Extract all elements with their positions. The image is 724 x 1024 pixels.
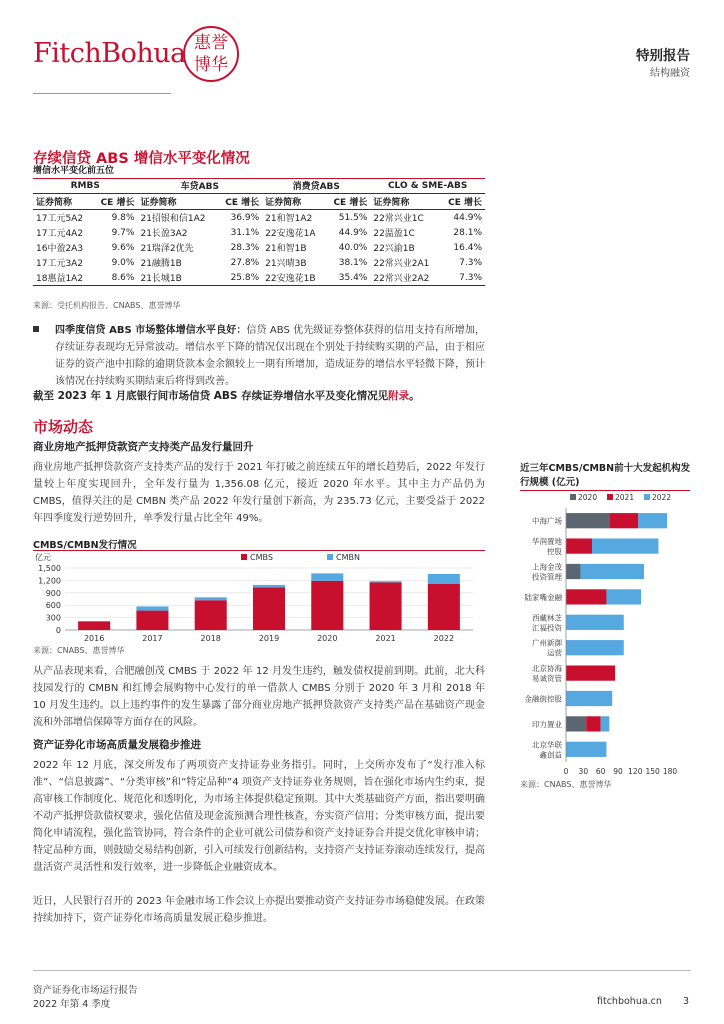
chart2-category-label <box>532 612 562 632</box>
cell-ce: 25.8% <box>217 270 262 286</box>
chart2-category-label-line: 北京协海 <box>532 664 562 674</box>
col-ce: CE 增长 <box>217 194 262 210</box>
chart2-category-label-line: 西藏林芝 <box>532 613 562 623</box>
chart2-legend-label: 2020 <box>578 493 598 502</box>
cell-ce: 40.0% <box>338 242 368 253</box>
chart2-category-label-line: 上海金茂 <box>532 562 562 572</box>
col-ce: CE 增长 <box>326 194 371 210</box>
chart1-legend-swatch <box>327 554 333 560</box>
chart1-legend-swatch <box>241 554 247 560</box>
cell-security: 22常兴业2A1 <box>373 259 430 269</box>
chart1-bar-cmbn <box>311 573 343 580</box>
subsection-quality: 资产证券化市场高质量发展稳步推进 <box>33 739 201 751</box>
chart2-xtick-label: 90 <box>613 767 623 776</box>
group-auto-abs: 车贷ABS <box>137 178 262 194</box>
chart2-bar-2022 <box>601 716 610 731</box>
chart2-xtick-label: 150 <box>645 767 660 776</box>
bullet-ce-summary: 四季度信贷 ABS 市场整体增信水平良好：信贷 ABS 优先级证券整体获得的信用支持有所增加，存续证券表现均无异常波动。增信水平下降的情况仅出现在个别处于持续购买期的产品，由于相应证券的资产池中扣除的逾期贷款本金余额较上一期有所增加，造成证券的增信水平轻微下降，预计该情况在持续购买期结束后将得到改善。 <box>33 322 485 390</box>
cell-security: 21和智1B <box>265 244 307 254</box>
para-pboc: 近日，人民银行召开的 2023 年金融市场工作会议上亦提出要推动资产支持证券市场稳健发展。在政策持续加持下，资产证券化市场高质量发展正稳步推进。 <box>33 896 485 924</box>
chart2-category-label-line: 控股 <box>547 547 562 557</box>
chart2-bar-2022 <box>566 640 624 655</box>
cell-security: 16中盈2A3 <box>36 244 84 254</box>
col-security: 证券简称 <box>33 194 93 210</box>
cell-ce: 9.7% <box>111 227 135 238</box>
chart2-legend-swatch <box>607 494 613 500</box>
chart1-bar-cmbn <box>253 585 285 587</box>
chart2-bar-2022 <box>638 513 667 528</box>
cell-ce: 9.6% <box>111 242 135 253</box>
chart1-ytick-label: 300 <box>45 613 61 623</box>
chart1-xtick-label: 2022 <box>433 634 455 643</box>
cell-security: 21和智1A2 <box>265 214 313 224</box>
cell-ce: 44.9% <box>453 212 482 223</box>
chart1-ytick-label: 0 <box>55 626 61 635</box>
chart2-xtick-label: 180 <box>662 767 678 776</box>
chart2-category-label-line: 印力置业 <box>532 719 562 729</box>
chart2-xtick-label: 30 <box>578 767 589 776</box>
table-row <box>33 255 485 270</box>
cell-security: 21招银和信1A2 <box>140 214 206 224</box>
chart2-bar-2021 <box>566 538 592 553</box>
cell-security: 22兴渝1B <box>373 244 415 254</box>
chart2-bar-2022 <box>566 615 624 630</box>
table-title: 增信水平变化前五位 <box>33 163 485 179</box>
cmbs-cmbn-chart <box>33 552 485 652</box>
cell-ce: 51.5% <box>338 212 368 223</box>
fitchbohua-logo: FitchBohua <box>33 38 186 69</box>
chart2-category-label-line: 金融街控股 <box>524 694 562 704</box>
chart2-source: 来源：CNABS、惠誉博华 <box>520 780 612 789</box>
footer-divider <box>33 970 691 971</box>
section-title-ce: 存续信贷 ABS 增信水平变化情况 <box>33 151 250 167</box>
chart2-rule <box>520 490 690 491</box>
chart1-legend-label: CMBN <box>336 553 360 562</box>
chart2-category-label-line: 易诚资管 <box>532 674 562 684</box>
chart1-xtick-label: 2018 <box>200 634 221 643</box>
chart2-category-label-line: 华润置地 <box>532 537 562 547</box>
para-defaults: 从产品表现来看，合肥融创茂 CMBS 于 2022 年 12 月发生违约，触发债权提前到期。此前，北大科技园发行的 CMBN 和红博会展购物中心发行的单一借款人 CMBS 分别于 2020 年 3 月和 2018 年 10 月发生违约。以上违约事件的发生暴露了部分商业房地产抵押贷款资产支持类产品在基础资产现金流和外部增信保障等方面存在的风险。 <box>33 666 485 728</box>
chart2-category-label <box>532 638 562 658</box>
cell-ce: 27.8% <box>230 257 260 268</box>
chart1-xtick-label: 2017 <box>142 634 163 643</box>
chart2-category-label <box>532 536 562 556</box>
cell-security: 17工元4A2 <box>36 229 84 239</box>
cell-security: 21融腾1B <box>140 259 182 269</box>
report-category: 结构融资 <box>650 68 690 79</box>
chart1-bar-cmbn <box>136 606 168 610</box>
chart1-bar-cmbn <box>370 581 402 582</box>
col-ce: CE 增长 <box>93 194 138 210</box>
cell-ce: 36.9% <box>230 212 260 223</box>
chart2-bar-2022 <box>580 564 644 579</box>
chart2-category-label <box>532 739 562 759</box>
chart2-bar-2021 <box>586 716 600 731</box>
report-type: 特别报告 <box>636 48 690 64</box>
chart2-bar-2022 <box>592 538 658 553</box>
cell-ce: 38.1% <box>338 257 368 268</box>
chart2-bar-2022 <box>606 589 641 604</box>
chart2-bar-2021 <box>566 665 615 680</box>
chart2-category-label <box>525 694 563 704</box>
group-clo-sme: CLO & SME-ABS <box>370 178 485 194</box>
bullet-square-icon <box>33 326 39 332</box>
chart1-xtick-label: 2020 <box>317 634 338 643</box>
footer-site-link[interactable]: fitchbohua.cn <box>597 996 662 1007</box>
chart2-category-label-line: 运营 <box>547 648 562 658</box>
chart1-title: CMBS/CMBN发行情况 <box>33 540 137 551</box>
chart2-category-label-line: 中海广场 <box>532 516 562 526</box>
chart2-category-label <box>532 663 562 683</box>
cell-ce: 28.3% <box>230 242 260 253</box>
chart2-xtick-label: 120 <box>628 767 643 776</box>
col-security: 证券简称 <box>262 194 325 210</box>
chart1-bar-cmbn <box>195 597 227 600</box>
para-exchange-rules: 2022 年 12 月底，深交所发布了两项资产支持证券业务指引。同时，上交所亦发布了“发行准入标准”、“信息披露”、“分类审核”和“特定品种”4 项资产支持证券业务规则，旨在强化市场内生约束，提高审核工作制度化、规范化和透明化，为市场主体提供稳定预期。其中大类基础资产方面，指出要明确不动产抵押贷款债权要求，强化估值及现金流预测合理性核查，夯实资产信用；分类审核方面，提出要简化申请流程，强化监管协同，符合条件的企业可就公司债券和资产支持证券合并提交优化审核申请；特定品种方面，则鼓励交易结构创新，引入可续发行创新结构，支持资产支持证券滚动连续发行，提高盘活资产灵活性和发行效率，进一步降低企业融资成本。 <box>33 760 485 873</box>
chart1-bar-cmbs <box>370 582 402 630</box>
chart2-legend-label: 2022 <box>652 493 672 502</box>
section-title-market: 市场动态 <box>33 418 94 436</box>
cell-ce: 16.4% <box>453 242 482 253</box>
chart2-xtick-label: 0 <box>563 767 569 776</box>
group-rmbs: RMBS <box>33 178 137 194</box>
cell-security: 22安逸花1B <box>262 270 325 286</box>
col-security: 证券简称 <box>370 194 440 210</box>
chart1-xtick-label: 2021 <box>375 634 396 643</box>
cell-security: 21瑞泽2优先 <box>140 244 194 254</box>
chart2-bar-2022 <box>566 691 612 706</box>
top10-issuers-chart <box>520 492 690 782</box>
page-number: 3 <box>683 996 690 1007</box>
chart2-title: 近三年CMBS/CMBN前十大发起机构发行规模 (亿元) <box>520 463 691 488</box>
chart1-bar-cmbs <box>253 587 285 630</box>
chart2-category-label <box>532 562 562 582</box>
chart2-category-label <box>532 719 562 729</box>
chart2-legend-swatch <box>570 494 576 500</box>
table-row <box>33 210 485 226</box>
chart1-ytick-label: 1,500 <box>38 564 61 573</box>
chart1-ytick-label: 600 <box>45 601 61 611</box>
chart1-bar-cmbs <box>136 611 168 630</box>
table-row <box>33 240 485 255</box>
chart1-legend-label: CMBS <box>250 553 273 562</box>
chart1-bar-cmbs <box>311 581 343 630</box>
footer-report-name: 资产证券化市场运行报告 <box>33 985 138 996</box>
cell-ce: 44.9% <box>338 227 368 238</box>
table-row <box>33 270 485 286</box>
chart2-category-label-line: 鑫创益 <box>539 750 562 760</box>
cell-ce: 31.1% <box>230 227 260 238</box>
chart2-bar-2020 <box>566 716 586 731</box>
appendix-note: 截至 2023 年 1 月底银行间市场信贷 ABS 存续证券增信水平及变化情况见附录。 <box>33 390 420 402</box>
cell-security: 22安逸花1A <box>265 229 316 239</box>
cell-ce: 9.0% <box>111 257 135 268</box>
chart1-ytick-label: 1,200 <box>38 576 61 586</box>
chart2-bar-2020 <box>566 513 609 528</box>
table-row <box>33 225 485 240</box>
chart2-category-label-line: 陆家嘴金融 <box>524 592 562 602</box>
cell-ce: 35.4% <box>326 270 371 286</box>
appendix-link[interactable]: 附录 <box>388 390 410 402</box>
chart2-bar-2021 <box>566 589 606 604</box>
cell-security: 21长盈3A2 <box>140 229 188 239</box>
cell-ce: 7.3% <box>459 257 482 268</box>
group-consumer-abs: 消费贷ABS <box>262 178 370 194</box>
cell-security: 21长城1B <box>137 270 217 286</box>
chart1-ytick-label: 900 <box>45 588 61 598</box>
cell-ce: 8.6% <box>93 270 138 286</box>
cell-security: 22常兴业1C <box>373 214 424 224</box>
cell-security: 21兴晴3B <box>265 259 307 269</box>
chart1-bar-cmbs <box>195 600 227 630</box>
subsection-cmbs: 商业房地产抵押贷款资产支持类产品发行量回升 <box>33 441 254 453</box>
chart2-bar-2022 <box>566 742 606 757</box>
col-security: 证券简称 <box>137 194 217 210</box>
table-column-header <box>33 194 485 210</box>
chart2-bar-2020 <box>566 564 580 579</box>
table-group-header <box>33 178 485 194</box>
cell-security: 18惠益1A2 <box>33 270 93 286</box>
cell-security: 17工元3A2 <box>36 259 84 269</box>
chart2-category-label <box>532 516 562 526</box>
chart1-xtick-label: 2016 <box>83 634 105 643</box>
fitchbohua-seal-logo: 惠誉 博华 <box>183 26 239 82</box>
cell-security: 22常兴业2A2 <box>370 270 440 286</box>
chart1-source: 来源：CNABS、惠誉博华 <box>33 646 125 655</box>
header-divider <box>33 93 171 94</box>
footer-period: 2022 年第 4 季度 <box>33 999 111 1010</box>
chart1-rule <box>33 550 485 551</box>
para-cmbs-issuance: 商业房地产抵押贷款资产支持类产品的发行于 2021 年打破之前连续五年的增长趋势后，2022 年发行量较上年度实现回升，全年发行量为 1,356.08 亿元，接近 2020 年水平。其中主力产品仍为 CMBS，值得关注的是 CMBN 类产品 2022 年发行量创下新高，为 235.73 亿元，主要受益于 2022 年四季度发行逆势回升，单季发行量占比全年 49%。 <box>33 462 485 524</box>
cell-ce: 9.8% <box>111 212 135 223</box>
chart1-bar-cmbs <box>428 584 460 630</box>
chart1-bar-cmbs <box>78 621 110 630</box>
chart2-category-label <box>525 592 563 602</box>
cell-ce: 7.3% <box>440 270 485 286</box>
chart2-xtick-label: 60 <box>595 767 606 776</box>
chart1-bar-cmbn <box>428 574 460 584</box>
chart2-category-label-line: 投资管理 <box>532 572 562 582</box>
chart2-category-label-line: 汇福投资 <box>532 623 562 633</box>
table-source: 来源：受托机构报告、CNABS、惠誉博华 <box>33 301 181 310</box>
col-ce: CE 增长 <box>440 194 485 210</box>
cell-security: 17工元5A2 <box>36 214 84 224</box>
chart2-category-label-line: 北京华联 <box>532 740 562 750</box>
chart2-legend-label: 2021 <box>615 493 635 502</box>
chart2-legend-swatch <box>644 494 650 500</box>
ce-change-table <box>33 178 485 286</box>
chart1-xtick-label: 2019 <box>258 634 280 643</box>
chart2-category-label-line: 广州新御 <box>532 638 562 648</box>
cell-security: 22温盈1C <box>373 229 415 239</box>
chart1-ylabel: 亿元 <box>35 553 51 562</box>
cell-ce: 28.1% <box>453 227 482 238</box>
chart2-bar-2021 <box>609 513 638 528</box>
